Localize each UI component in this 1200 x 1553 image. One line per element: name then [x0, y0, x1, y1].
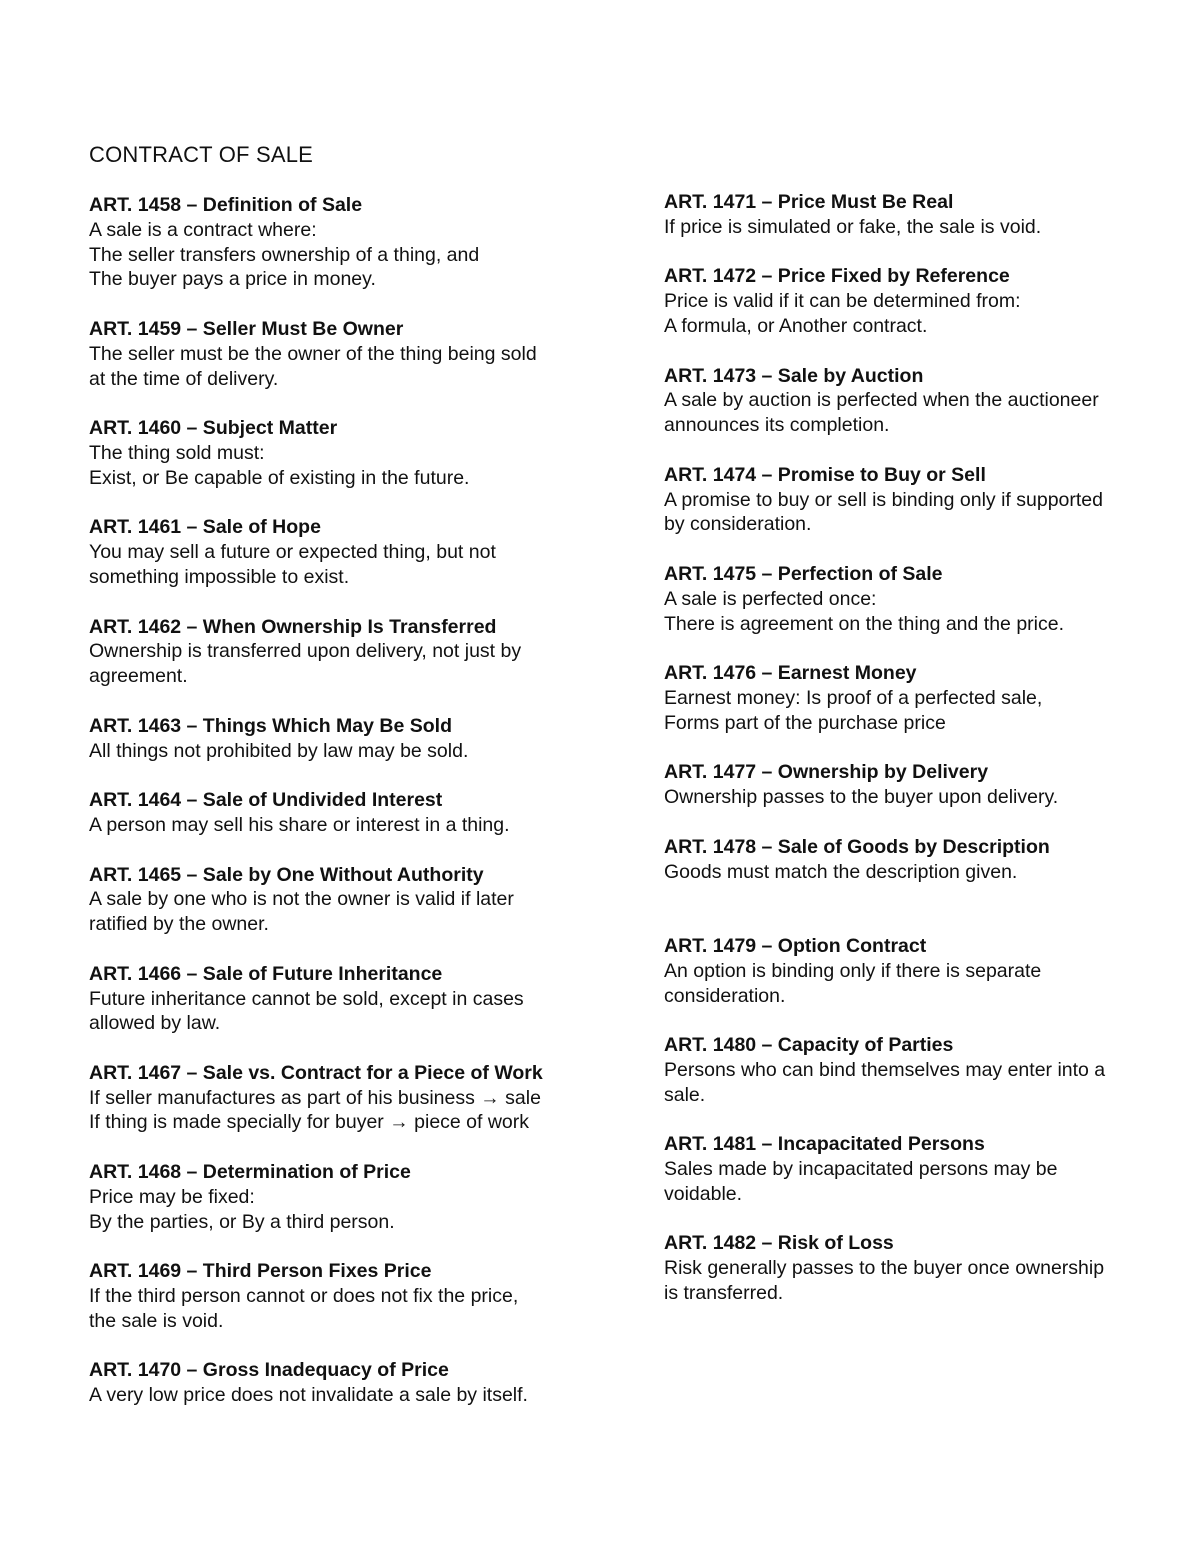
article-text: A formula, or Another contract. — [664, 314, 928, 337]
article-heading: ART. 1470 – Gross Inadequacy of Price — [89, 1359, 449, 1382]
article-text: If seller manufactures as part of his business → sale — [89, 1086, 541, 1109]
article-text: A person may sell his share or interest in a thing. — [89, 813, 510, 836]
article-1462 — [89, 615, 609, 689]
article-text: the sale is void. — [89, 1309, 224, 1332]
article-text: allowed by law. — [89, 1012, 221, 1035]
article-text: A sale by auction is perfected when the auctioneer — [664, 389, 1099, 412]
article-heading: ART. 1462 – When Ownership Is Transferred — [89, 615, 497, 638]
article-heading: ART. 1472 – Price Fixed by Reference — [664, 265, 1010, 288]
article-text: A very low price does not invalidate a sale by itself. — [89, 1384, 528, 1407]
article-text: Earnest money: Is proof of a perfected sale, — [664, 686, 1043, 709]
article-heading: ART. 1475 – Perfection of Sale — [664, 562, 943, 585]
left-column — [89, 193, 609, 1408]
article-1465 — [89, 863, 609, 937]
article-heading: ART. 1471 – Price Must Be Real — [664, 191, 954, 213]
article-text: Forms part of the purchase price — [664, 711, 946, 734]
article-1480 — [664, 1033, 1184, 1107]
article-text: If thing is made specially for buyer → piece of work — [89, 1111, 530, 1134]
article-1476 — [664, 661, 1184, 735]
article-heading: ART. 1476 – Earnest Money — [664, 662, 917, 685]
article-text: sale. — [664, 1083, 706, 1106]
article-text: If the third person cannot or does not fix the price, — [89, 1285, 519, 1308]
right-column — [664, 190, 1184, 1306]
article-text: is transferred. — [664, 1282, 784, 1305]
article-heading: ART. 1460 – Subject Matter — [89, 417, 338, 440]
article-1460 — [89, 416, 609, 490]
article-1470 — [89, 1358, 609, 1408]
article-heading: ART. 1468 – Determination of Price — [89, 1161, 411, 1184]
article-heading: ART. 1458 – Definition of Sale — [89, 194, 363, 216]
article-text: Sales made by incapacitated persons may be — [664, 1158, 1058, 1181]
article-text: Price may be fixed: — [89, 1185, 255, 1208]
article-text: The buyer pays a price in money. — [89, 268, 376, 291]
article-heading: ART. 1467 – Sale vs. Contract for a Piece of Work — [89, 1061, 543, 1084]
article-heading: ART. 1481 – Incapacitated Persons — [664, 1133, 985, 1156]
article-heading: ART. 1482 – Risk of Loss — [664, 1232, 894, 1255]
article-text: Ownership passes to the buyer upon delivery. — [664, 786, 1059, 809]
article-1475 — [664, 562, 1184, 636]
article-text: Risk generally passes to the buyer once ownership — [664, 1257, 1105, 1280]
article-heading: ART. 1480 – Capacity of Parties — [664, 1034, 954, 1057]
article-1461 — [89, 515, 609, 589]
article-1466 — [89, 962, 609, 1036]
article-text: Future inheritance cannot be sold, except in cases — [89, 987, 524, 1010]
article-text: Persons who can bind themselves may enter into a — [664, 1058, 1106, 1081]
article-text: The thing sold must: — [89, 441, 265, 464]
article-text: If price is simulated or fake, the sale is void. — [664, 215, 1042, 238]
document-title: CONTRACT OF SALE — [89, 142, 314, 167]
article-1471 — [664, 190, 1184, 240]
article-heading: ART. 1479 – Option Contract — [664, 934, 927, 957]
article-1477 — [664, 760, 1184, 810]
article-1474 — [664, 463, 1184, 537]
article-text: All things not prohibited by law may be sold. — [89, 739, 469, 762]
article-1481 — [664, 1132, 1184, 1206]
article-text: You may sell a future or expected thing, but not — [89, 541, 496, 564]
article-text: The seller transfers ownership of a thing, and — [89, 243, 480, 266]
article-1458 — [89, 193, 609, 292]
article-text: A sale is a contract where: — [89, 218, 317, 241]
article-text: something impossible to exist. — [89, 565, 350, 588]
article-1459 — [89, 317, 609, 391]
article-text: A sale is perfected once: — [664, 587, 877, 610]
article-1478 — [664, 835, 1184, 885]
article-1472 — [664, 264, 1184, 338]
article-text: Goods must match the description given. — [664, 860, 1018, 883]
article-heading: ART. 1463 – Things Which May Be Sold — [89, 714, 452, 737]
article-text: agreement. — [89, 665, 188, 688]
article-heading: ART. 1465 – Sale by One Without Authority — [89, 863, 484, 886]
article-1464 — [89, 788, 609, 838]
article-1479 — [664, 934, 1184, 1008]
article-text: consideration. — [664, 984, 786, 1007]
article-heading: ART. 1459 – Seller Must Be Owner — [89, 317, 404, 340]
article-1473 — [664, 364, 1184, 438]
article-heading: ART. 1466 – Sale of Future Inheritance — [89, 962, 443, 985]
article-1468 — [89, 1160, 609, 1234]
article-text: There is agreement on the thing and the price. — [664, 612, 1064, 635]
article-heading: ART. 1474 – Promise to Buy or Sell — [664, 463, 986, 486]
article-text: by consideration. — [664, 513, 812, 536]
article-text: By the parties, or By a third person. — [89, 1210, 395, 1233]
article-1482 — [664, 1231, 1184, 1305]
article-heading: ART. 1477 – Ownership by Delivery — [664, 761, 989, 784]
article-text: Ownership is transferred upon delivery, not just by — [89, 640, 522, 663]
article-text: A sale by one who is not the owner is valid if later — [89, 888, 514, 911]
article-heading: ART. 1461 – Sale of Hope — [89, 516, 321, 539]
article-1463 — [89, 714, 609, 764]
article-heading: ART. 1478 – Sale of Goods by Description — [664, 835, 1050, 858]
article-heading: ART. 1473 – Sale by Auction — [664, 364, 924, 387]
article-text: voidable. — [664, 1182, 743, 1205]
article-text: The seller must be the owner of the thing being sold — [89, 342, 537, 365]
article-text: Exist, or Be capable of existing in the future. — [89, 466, 470, 489]
article-1469 — [89, 1259, 609, 1333]
article-text: An option is binding only if there is separate — [664, 959, 1042, 982]
article-text: A promise to buy or sell is binding only if supported — [664, 488, 1103, 511]
article-heading: ART. 1469 – Third Person Fixes Price — [89, 1260, 432, 1283]
article-text: announces its completion. — [664, 414, 890, 437]
article-text: ratified by the owner. — [89, 913, 269, 936]
article-text: Price is valid if it can be determined from: — [664, 290, 1021, 313]
article-heading: ART. 1464 – Sale of Undivided Interest — [89, 789, 443, 812]
article-1467 — [89, 1061, 609, 1135]
article-text: at the time of delivery. — [89, 367, 279, 390]
